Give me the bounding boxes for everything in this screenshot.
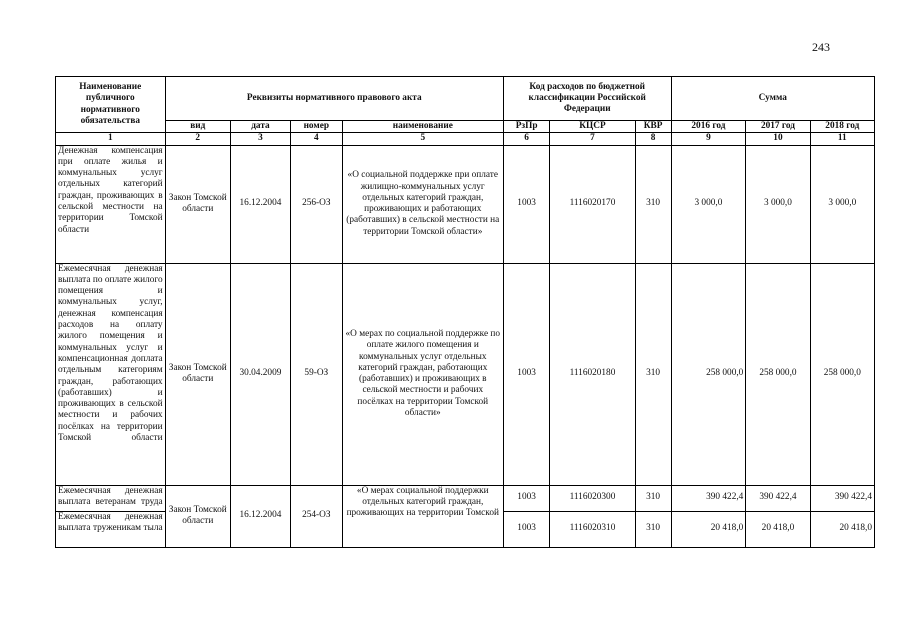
act-type-cell: Закон Томской области xyxy=(165,145,230,263)
column-index: 4 xyxy=(290,133,342,145)
header-2017: 2017 год xyxy=(746,121,810,133)
sum-2016-cell: 3 000,0 xyxy=(671,145,746,263)
header-rzpr: РзПр xyxy=(503,121,549,133)
kvr-cell: 310 xyxy=(635,485,671,511)
header-type: вид xyxy=(165,121,230,133)
kvr-cell: 310 xyxy=(635,145,671,263)
header-kvr: КВР xyxy=(635,121,671,133)
sum-2017-cell: 258 000,0 xyxy=(746,263,810,485)
sum-2017-cell: 3 000,0 xyxy=(746,145,810,263)
header-date: дата xyxy=(230,121,290,133)
budget-obligations-table xyxy=(55,76,875,548)
kcsr-cell: 1116020170 xyxy=(550,145,635,263)
table-row xyxy=(56,263,875,485)
act-name-cell: «О мерах по социальной поддержке по оплате жилого помещения и коммунальных услуг отдельных категорий граждан, работающих (работавших) и проживающих в сельской местности и рабочих посёлках на территории Томской области» xyxy=(342,263,503,485)
kvr-cell: 310 xyxy=(635,511,671,547)
obligation-cell: Денежная компенсация при оплате жилья и коммунальных услуг отдельных категорий граждан, проживающих в сельской местности на территории Томской области xyxy=(56,145,166,263)
act-name-cell: «О социальной поддержке при оплате жилищно-коммунальных услуг отдельных категорий граждан, проживающих и работающих (работавших) в сельской местности на территории Томской области» xyxy=(342,145,503,263)
sum-2018-cell: 20 418,0 xyxy=(810,511,874,547)
header-sum: Сумма xyxy=(671,77,875,121)
act-number-cell: 254-ОЗ xyxy=(290,485,342,547)
table-row xyxy=(56,145,875,263)
column-index: 7 xyxy=(550,133,635,145)
header-name: наименование xyxy=(342,121,503,133)
kvr-cell: 310 xyxy=(635,263,671,485)
column-index: 10 xyxy=(746,133,810,145)
sum-2016-cell: 20 418,0 xyxy=(671,511,746,547)
column-index: 11 xyxy=(810,133,874,145)
column-index: 5 xyxy=(342,133,503,145)
sum-2018-cell: 3 000,0 xyxy=(810,145,874,263)
column-index-row xyxy=(56,133,875,145)
header-budget-code: Код расходов по бюджетной классификации Российской Федерации xyxy=(503,77,671,121)
sum-2018-cell: 258 000,0 xyxy=(810,263,874,485)
act-type-cell: Закон Томской области xyxy=(165,263,230,485)
kcsr-cell: 1116020310 xyxy=(550,511,635,547)
sum-2017-cell: 390 422,4 xyxy=(746,485,810,511)
rzpr-cell: 1003 xyxy=(503,485,549,511)
kcsr-cell: 1116020180 xyxy=(550,263,635,485)
header-2018: 2018 год xyxy=(810,121,874,133)
sum-2017-cell: 20 418,0 xyxy=(746,511,810,547)
header-obligation: Наименование публичного нормативного обязательства xyxy=(56,77,166,133)
column-index: 6 xyxy=(503,133,549,145)
obligation-cell: Ежемесячная денежная выплата труженикам тыла xyxy=(56,511,166,547)
header-row-top xyxy=(56,77,875,121)
page-number: 243 xyxy=(812,40,830,54)
kcsr-cell: 1116020300 xyxy=(550,485,635,511)
column-index: 3 xyxy=(230,133,290,145)
act-number-cell: 256-ОЗ xyxy=(290,145,342,263)
header-kcsr: КЦСР xyxy=(550,121,635,133)
column-index: 9 xyxy=(671,133,746,145)
column-index: 2 xyxy=(165,133,230,145)
act-number-cell: 59-ОЗ xyxy=(290,263,342,485)
act-date-cell: 30.04.2009 xyxy=(230,263,290,485)
act-date-cell: 16.12.2004 xyxy=(230,485,290,547)
header-row-sub xyxy=(56,121,875,133)
obligation-cell: Ежемесячная денежная выплата по оплате жилого помещения и коммунальных услуг, денежная компенсация расходов на оплату жилого помещения и коммунальных услуг и компенсационная доплата отдельным категориям граждан, работающих (работавших) и проживающих в сельской местности и рабочих посёлках на территории Томской области xyxy=(56,263,166,485)
header-number: номер xyxy=(290,121,342,133)
act-name-cell: «О мерах социальной поддержки отдельных категорий граждан, проживающих на территории Томской xyxy=(342,485,503,547)
rzpr-cell: 1003 xyxy=(503,511,549,547)
sum-2016-cell: 390 422,4 xyxy=(671,485,746,511)
header-2016: 2016 год xyxy=(671,121,746,133)
rzpr-cell: 1003 xyxy=(503,263,549,485)
obligation-cell: Ежемесячная денежная выплата ветеранам труда xyxy=(56,485,166,511)
column-index: 8 xyxy=(635,133,671,145)
header-requisites: Реквизиты нормативного правового акта xyxy=(165,77,503,121)
sum-2016-cell: 258 000,0 xyxy=(671,263,746,485)
act-date-cell: 16.12.2004 xyxy=(230,145,290,263)
table-row xyxy=(56,485,875,511)
column-index: 1 xyxy=(56,133,166,145)
sum-2018-cell: 390 422,4 xyxy=(810,485,874,511)
act-type-cell: Закон Томской области xyxy=(165,485,230,547)
rzpr-cell: 1003 xyxy=(503,145,549,263)
